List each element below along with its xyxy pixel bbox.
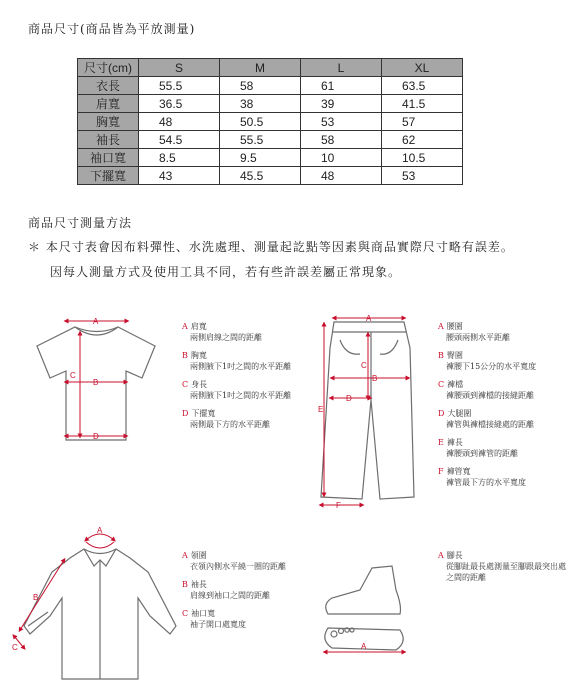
pants-label-e: E <box>318 405 324 414</box>
table-cell: 53 <box>382 167 463 185</box>
legend-name: 袖長 <box>190 580 207 589</box>
tshirt-label-a: A <box>93 317 99 326</box>
table-header-cell: L <box>301 59 382 77</box>
legend-desc: 褲管與褲檔接縫處的距離 <box>446 420 534 429</box>
legend-key: B <box>182 580 188 589</box>
legend-key: A <box>438 322 444 331</box>
table-cell: 55.5 <box>139 77 220 95</box>
table-header-cell: XL <box>382 59 463 77</box>
pants-legend <box>438 321 536 495</box>
pants-label-f: F <box>336 501 341 510</box>
legend-name: 下擺寬 <box>191 409 216 418</box>
legend-desc: 兩側最下方的水平距離 <box>190 420 270 429</box>
shirt-legend <box>182 550 286 637</box>
legend-key: C <box>182 609 189 618</box>
table-cell: 50.5 <box>220 113 301 131</box>
legend-key: E <box>438 438 444 447</box>
table-cell: 36.5 <box>139 95 220 113</box>
shirt-label-b: B <box>33 593 39 602</box>
legend-name: 臀圍 <box>446 351 463 360</box>
legend-desc: 褲腰頭到褲管的距離 <box>446 449 518 458</box>
table-cell: 61 <box>301 77 382 95</box>
table-cell: 62 <box>382 131 463 149</box>
legend-desc: 褲腰下15公分的水平寬度 <box>446 362 537 371</box>
legend-key: D <box>438 409 445 418</box>
legend-name: 肩寬 <box>190 322 207 331</box>
legend-name: 領圍 <box>190 551 207 560</box>
row-label: 衣長 <box>78 77 139 95</box>
legend-key: A <box>182 322 188 331</box>
table-header-cell: S <box>139 59 220 77</box>
legend-key: B <box>182 351 188 360</box>
table-cell: 10.5 <box>382 149 463 167</box>
table-cell: 43 <box>139 167 220 185</box>
table-cell: 54.5 <box>139 131 220 149</box>
pants-label-d: D <box>346 394 352 403</box>
legend-key: A <box>438 551 444 560</box>
legend-key: D <box>182 409 189 418</box>
tshirt-label-d: D <box>93 432 99 441</box>
legend-desc: 腰頭兩側水平距離 <box>446 333 510 342</box>
legend-key: C <box>182 380 189 389</box>
table-cell: 39 <box>301 95 382 113</box>
shirt-illustration <box>24 549 176 679</box>
table-cell: 58 <box>220 77 301 95</box>
legend-name: 褲管寬 <box>446 467 471 476</box>
note-text-1: 本尺寸表會因布料彈性、水洗處理、測量起訖點等因素與商品實際尺寸略有誤差。 <box>45 240 514 254</box>
legend-key: B <box>438 351 444 360</box>
legend-desc: 從腳趾最長處測量至腳跟最突出處之間的距離 <box>446 562 566 582</box>
legend-key: A <box>182 551 188 560</box>
size-chart-title: 商品尺寸(商品皆為平放測量) <box>28 22 196 36</box>
row-label: 胸寬 <box>78 113 139 131</box>
note-line-2: 因每人測量方式及使用工具不同，若有些許誤差屬正常現象。 <box>50 265 402 279</box>
table-cell: 63.5 <box>382 77 463 95</box>
legend-name: 胸寬 <box>190 351 207 360</box>
pants-label-a: A <box>366 314 372 323</box>
legend-desc: 肩線到袖口之間的距離 <box>190 591 270 600</box>
table-header-cell: M <box>220 59 301 77</box>
row-label: 袖口寬 <box>78 149 139 167</box>
shirt-label-c: C <box>12 643 18 652</box>
legend-name: 褲長 <box>446 438 463 447</box>
note-bullet: ＊ <box>28 240 42 254</box>
legend-key: C <box>438 380 445 389</box>
legend-desc: 衣領內側水平繞一圈的距離 <box>190 562 286 571</box>
legend-desc: 袖子開口處寬度 <box>190 620 246 629</box>
tshirt-label-c: C <box>70 371 76 380</box>
table-cell: 48 <box>301 167 382 185</box>
table-cell: 55.5 <box>220 131 301 149</box>
foot-legend <box>438 550 568 590</box>
table-cell: 58 <box>301 131 382 149</box>
legend-desc: 褲管最下方的水平寬度 <box>446 478 526 487</box>
table-cell: 9.5 <box>220 149 301 167</box>
table-cell: 57 <box>382 113 463 131</box>
legend-desc: 兩側腋下1吋之間的水平距離 <box>190 362 292 371</box>
legend-name: 身長 <box>191 380 208 389</box>
table-header-cell: 尺寸(cm) <box>78 59 139 77</box>
legend-desc: 兩側肩線之間的距離 <box>190 333 262 342</box>
table-cell: 45.5 <box>220 167 301 185</box>
legend-name: 腰圍 <box>446 322 463 331</box>
pants-label-c: C <box>361 361 367 370</box>
legend-key: F <box>438 467 444 476</box>
shirt-label-a: A <box>97 526 103 535</box>
row-label: 下擺寬 <box>78 167 139 185</box>
legend-name: 褲檔 <box>447 380 464 389</box>
table-cell: 48 <box>139 113 220 131</box>
row-label: 袖長 <box>78 131 139 149</box>
foot-label-a: A <box>361 642 367 651</box>
legend-name: 袖口寬 <box>191 609 216 618</box>
legend-desc: 褲腰頭到褲檔的接縫距離 <box>446 391 534 400</box>
legend-name: 大腿圍 <box>447 409 472 418</box>
foot-illustration <box>325 566 403 650</box>
tshirt-legend <box>182 321 291 437</box>
table-cell: 10 <box>301 149 382 167</box>
tshirt-label-b: B <box>93 378 99 387</box>
table-cell: 53 <box>301 113 382 131</box>
legend-desc: 兩側腋下1吋之間的水平距離 <box>190 391 292 400</box>
table-cell: 8.5 <box>139 149 220 167</box>
table-cell: 38 <box>220 95 301 113</box>
shirt-measure-lines <box>14 534 114 648</box>
measure-method-title: 商品尺寸測量方法 <box>28 216 133 230</box>
legend-name: 腳長 <box>446 551 463 560</box>
pants-label-b: B <box>372 374 378 383</box>
row-label: 肩寬 <box>78 95 139 113</box>
table-cell: 41.5 <box>382 95 463 113</box>
